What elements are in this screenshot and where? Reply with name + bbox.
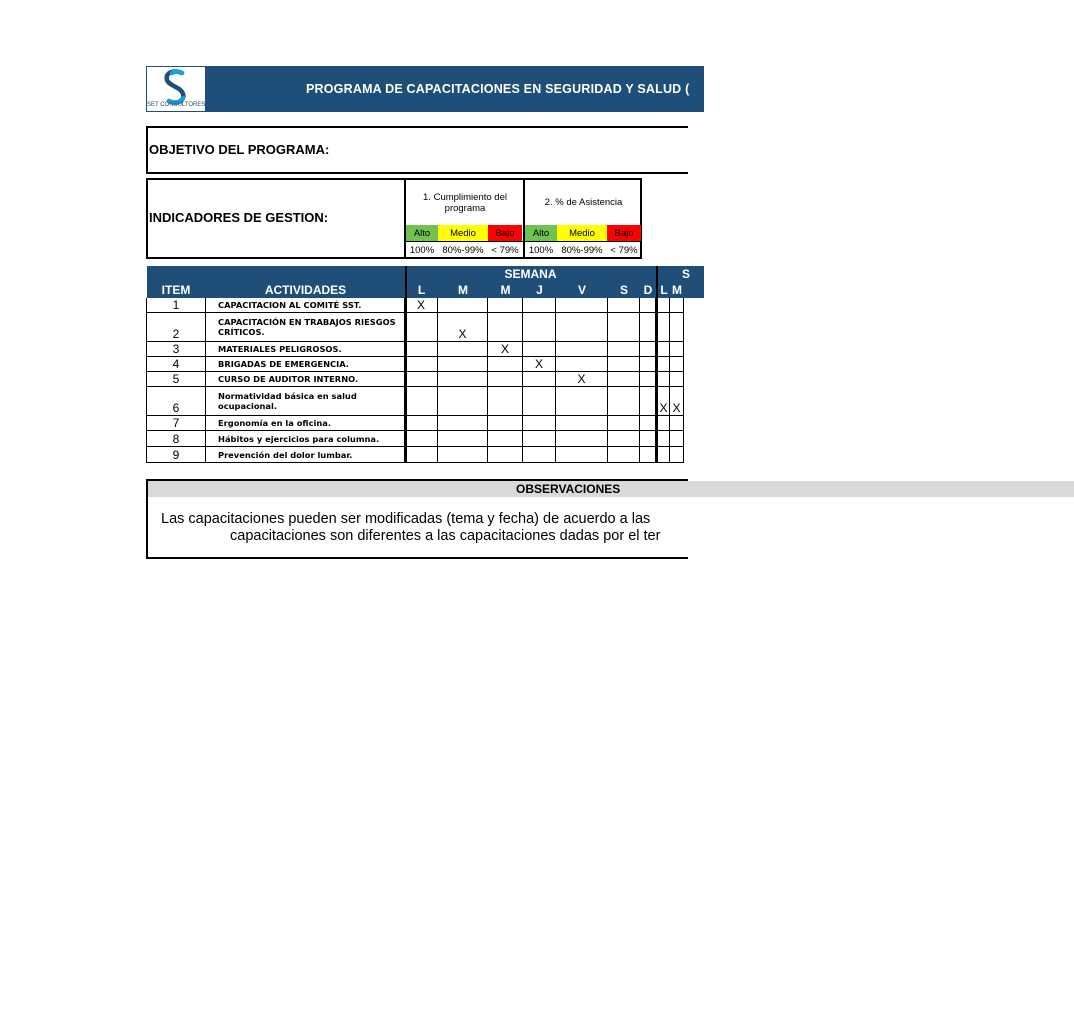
schedule-cell-week2[interactable] <box>658 372 670 387</box>
schedule-cell[interactable] <box>405 387 438 416</box>
row-item-number: 9 <box>146 447 206 463</box>
schedule-cell[interactable] <box>438 447 488 463</box>
schedule-cell[interactable] <box>640 447 656 463</box>
schedule-cell-week2[interactable] <box>658 298 670 313</box>
schedule-cell-week2[interactable]: X <box>658 387 670 416</box>
day-header: J <box>536 283 543 297</box>
objetivo-section <box>146 126 688 174</box>
row-item-number: 4 <box>146 357 206 372</box>
schedule-cell-week2[interactable] <box>658 416 670 431</box>
row-item-number: 6 <box>146 387 206 416</box>
schedule-cell[interactable] <box>556 431 608 447</box>
schedule-cell[interactable] <box>405 357 438 372</box>
row-activity: Hábitos y ejercicios para columna. <box>206 431 405 447</box>
schedule-cell-week2[interactable] <box>658 447 670 463</box>
schedule-cell[interactable] <box>405 342 438 357</box>
level-alto: Alto <box>406 225 438 241</box>
day-header: L <box>417 283 426 297</box>
schedule-cell[interactable] <box>405 372 438 387</box>
row-activity: Ergonomía en la oficina. <box>206 416 405 431</box>
schedule-cell[interactable] <box>608 342 640 357</box>
schedule-cell-week2[interactable] <box>658 431 670 447</box>
schedule-cell[interactable] <box>640 313 656 342</box>
indicator-ranges <box>525 241 642 258</box>
item-header: ITEM <box>161 283 191 297</box>
indicadores-section <box>146 178 642 259</box>
schedule-cell[interactable] <box>640 416 656 431</box>
schedule-cell[interactable] <box>405 431 438 447</box>
schedule-cell-week2[interactable] <box>658 342 670 357</box>
level-medio: Medio <box>438 225 488 241</box>
observaciones-title: OBSERVACIONES <box>148 481 1074 497</box>
observaciones-text-line2: capacitaciones son diferentes a las capacitaciones dadas por el ter <box>230 528 661 544</box>
indicator-title: 1. Cumplimiento del programa <box>423 191 507 214</box>
schedule-cell[interactable] <box>640 431 656 447</box>
schedule-cell-week2[interactable] <box>670 447 684 463</box>
schedule-cell[interactable] <box>608 387 640 416</box>
schedule-cell[interactable] <box>523 298 556 313</box>
schedule-cell-week2[interactable]: X <box>670 387 684 416</box>
schedule-cell[interactable]: X <box>488 342 523 357</box>
schedule-cell[interactable] <box>523 372 556 387</box>
schedule-cell[interactable]: X <box>556 372 608 387</box>
schedule-cell[interactable] <box>405 313 438 342</box>
schedule-cell[interactable] <box>556 298 608 313</box>
indicator-cumplimiento <box>404 180 524 257</box>
indicator-levels <box>406 225 524 241</box>
row-activity: CAPACITACION AL COMITÉ SST. <box>206 298 405 313</box>
schedule-cell[interactable] <box>608 298 640 313</box>
row-activity: BRIGADAS DE EMERGENCIA. <box>206 357 405 372</box>
schedule-cell-week2[interactable] <box>670 298 684 313</box>
schedule-cell[interactable] <box>556 313 608 342</box>
indicator-levels <box>525 225 642 241</box>
schedule-cell[interactable] <box>488 372 523 387</box>
schedule-cell[interactable] <box>556 357 608 372</box>
schedule-cell-week2[interactable] <box>670 313 684 342</box>
schedule-cell[interactable] <box>556 342 608 357</box>
schedule-cell[interactable] <box>405 447 438 463</box>
indicator-title: 2. % de Asistencia <box>544 197 623 208</box>
week-separator <box>656 266 658 463</box>
row-item-number: 7 <box>146 416 206 431</box>
day-header: V <box>577 283 586 297</box>
schedule-cell[interactable] <box>608 372 640 387</box>
indicator-ranges <box>406 241 524 258</box>
range-medio: 80%-99% <box>442 244 484 256</box>
row-item-number: 5 <box>146 372 206 387</box>
schedule-cell[interactable]: X <box>405 298 438 313</box>
schedule-cell[interactable] <box>488 387 523 416</box>
logo-text: SET CONSULTORES <box>147 102 206 108</box>
week-start-separator <box>405 266 407 463</box>
row-activity: MATERIALES PELIGROSOS. <box>206 342 405 357</box>
level-alto: Alto <box>525 225 557 241</box>
schedule-cell[interactable] <box>640 342 656 357</box>
schedule-cell[interactable] <box>608 416 640 431</box>
row-activity: Prevención del dolor lumbar. <box>206 447 405 463</box>
schedule-cell-week2[interactable] <box>658 313 670 342</box>
schedule-cell[interactable] <box>608 447 640 463</box>
week2-header: S <box>681 267 690 281</box>
schedule-cell[interactable]: X <box>438 313 488 342</box>
schedule-cell[interactable] <box>438 431 488 447</box>
schedule-cell-week2[interactable] <box>670 342 684 357</box>
row-item-number: 2 <box>146 313 206 342</box>
schedule-cell[interactable] <box>523 387 556 416</box>
schedule-table <box>146 266 688 466</box>
schedule-cell-week2[interactable] <box>670 357 684 372</box>
range-alto: 100% <box>409 244 435 256</box>
schedule-cell[interactable] <box>523 416 556 431</box>
range-alto: 100% <box>528 244 554 256</box>
schedule-cell[interactable] <box>523 447 556 463</box>
range-bajo: < 79% <box>610 244 638 256</box>
schedule-cell[interactable] <box>438 357 488 372</box>
schedule-cell-week2[interactable] <box>670 416 684 431</box>
objetivo-label: OBJETIVO DEL PROGRAMA: <box>149 142 330 157</box>
schedule-cell[interactable] <box>438 342 488 357</box>
schedule-cell[interactable] <box>488 298 523 313</box>
schedule-cell[interactable] <box>640 387 656 416</box>
day-header: S <box>619 283 628 297</box>
range-medio: 80%-99% <box>561 244 603 256</box>
schedule-cell[interactable] <box>608 357 640 372</box>
schedule-cell[interactable] <box>608 313 640 342</box>
schedule-cell[interactable] <box>556 447 608 463</box>
row-activity: Normatividad básica en salud ocupacional. <box>206 387 405 416</box>
schedule-cell[interactable] <box>640 298 656 313</box>
row-activity: CAPACITACIÓN EN TRABAJOS RIESGOS CRÍTICOS. <box>206 313 405 342</box>
range-bajo: < 79% <box>491 244 519 256</box>
day-header: M <box>500 283 511 297</box>
schedule-cell[interactable] <box>438 416 488 431</box>
schedule-cell[interactable] <box>608 431 640 447</box>
schedule-cell[interactable] <box>523 431 556 447</box>
row-activity: CURSO DE AUDITOR INTERNO. <box>206 372 405 387</box>
schedule-cell[interactable] <box>640 372 656 387</box>
schedule-cell[interactable]: X <box>523 357 556 372</box>
program-title: PROGRAMA DE CAPACITACIONES EN SEGURIDAD Y SALUD ( <box>206 66 704 112</box>
schedule-cell[interactable] <box>523 342 556 357</box>
week-header: SEMANA <box>504 267 557 281</box>
day-header: D <box>643 283 653 297</box>
schedule-cell[interactable] <box>640 357 656 372</box>
schedule-cell[interactable] <box>488 447 523 463</box>
schedule-cell[interactable] <box>488 431 523 447</box>
day-header-week2: L <box>660 283 668 297</box>
schedule-cell[interactable] <box>438 387 488 416</box>
observaciones-section <box>146 479 688 559</box>
schedule-cell[interactable] <box>488 313 523 342</box>
schedule-cell[interactable] <box>556 387 608 416</box>
schedule-cell[interactable] <box>556 416 608 431</box>
observaciones-text-line1: Las capacitaciones pueden ser modificadas (tema y fecha) de acuerdo a las <box>161 511 651 527</box>
level-bajo: Bajo <box>488 225 522 241</box>
schedule-cell[interactable] <box>438 298 488 313</box>
schedule-cell[interactable] <box>523 313 556 342</box>
schedule-cell-week2[interactable] <box>670 372 684 387</box>
activities-header: ACTIVIDADES <box>264 283 347 297</box>
day-header-week2: M <box>672 283 682 297</box>
schedule-cell[interactable] <box>438 372 488 387</box>
row-item-number: 8 <box>146 431 206 447</box>
indicadores-label: INDICADORES DE GESTION: <box>149 210 329 225</box>
level-medio: Medio <box>557 225 607 241</box>
schedule-cell-week2[interactable] <box>670 431 684 447</box>
company-logo <box>146 66 206 112</box>
row-item-number: 1 <box>146 298 206 313</box>
level-bajo: Bajo <box>607 225 641 241</box>
schedule-cell[interactable] <box>488 416 523 431</box>
row-item-number: 3 <box>146 342 206 357</box>
indicator-asistencia <box>523 180 642 257</box>
schedule-cell-week2[interactable] <box>658 357 670 372</box>
day-header: M <box>458 283 468 297</box>
schedule-cell[interactable] <box>405 416 438 431</box>
schedule-cell[interactable] <box>488 357 523 372</box>
